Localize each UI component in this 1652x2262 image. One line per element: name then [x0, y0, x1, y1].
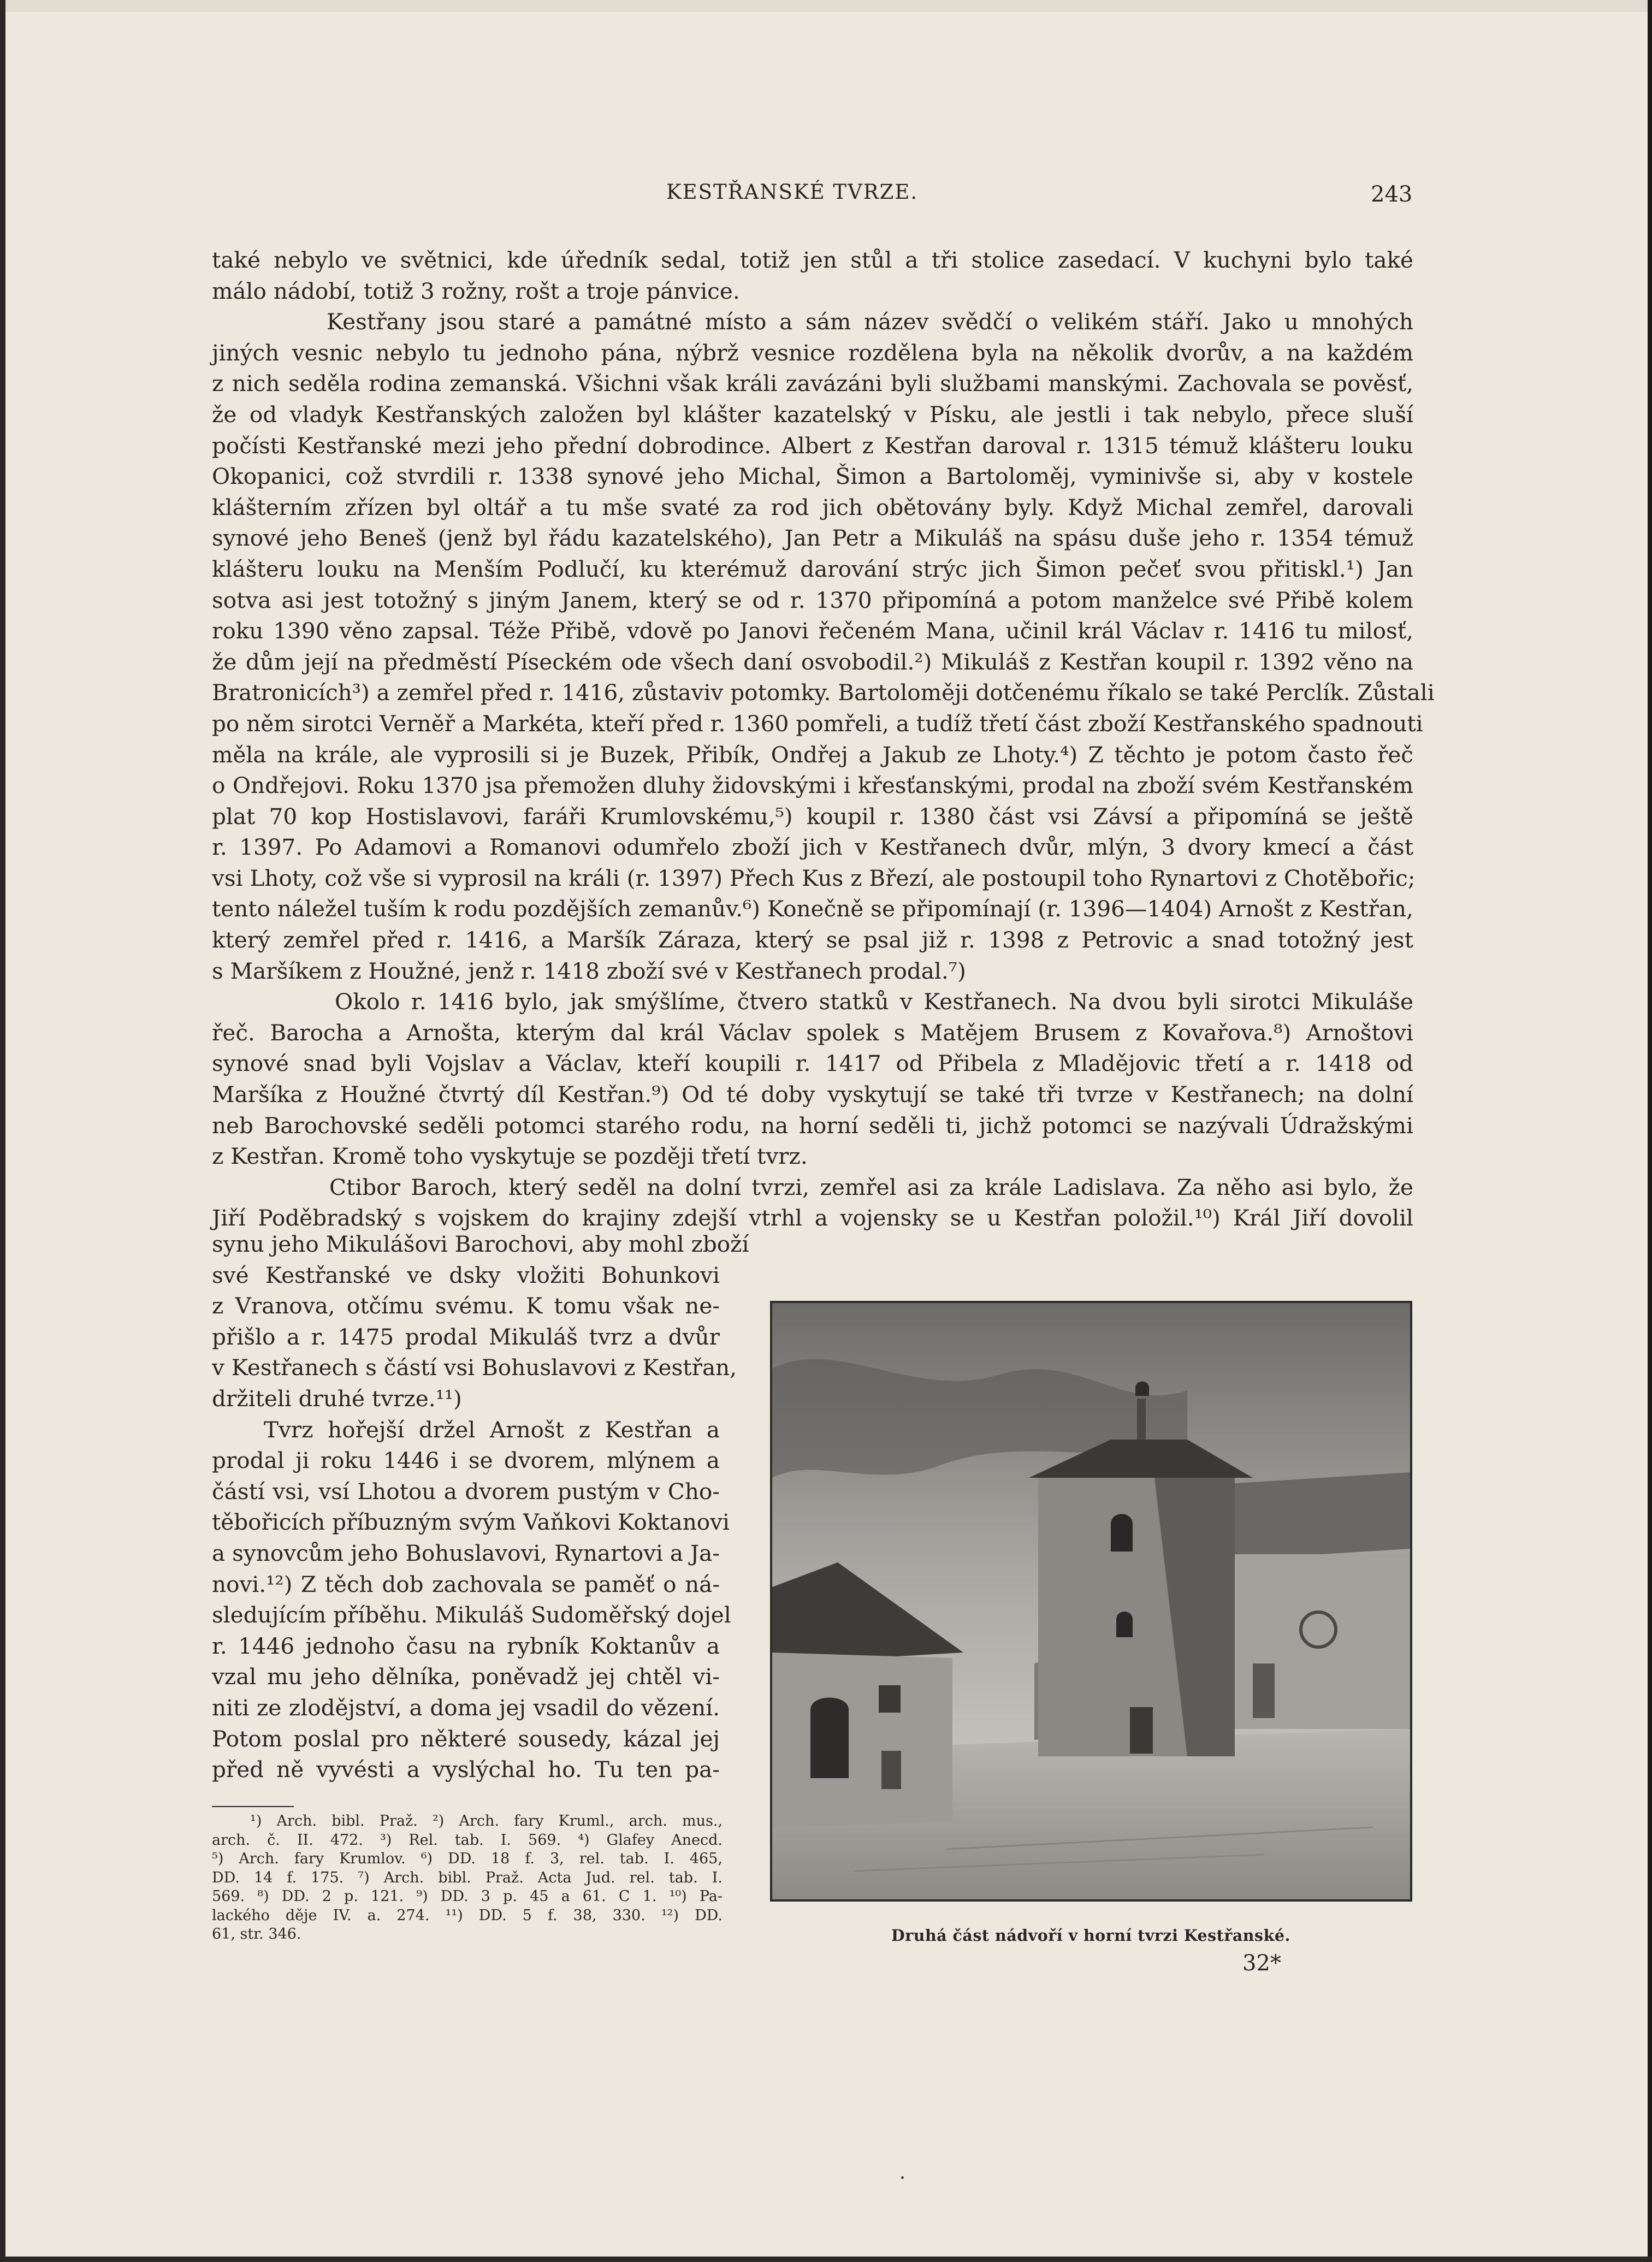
text-line: že od vladyk Kestřanských založen byl klášter kazatelský v Písku, ale jestli i tak nebylo, přece sluší [212, 401, 1413, 428]
text-line: prodal ji roku 1446 i se dvorem, mlýnem a [212, 1447, 720, 1474]
text-line: Jiří Poděbradský s vojskem do krajiny zdejší vtrhl a vojensky se u Kestřan položil.¹⁰) Král Jiří dovolil [212, 1205, 1413, 1231]
text-line: synové snad byli Vojslav a Václav, kteří koupili r. 1417 od Přibela z Mladějovic třetí a r. 1418 od [212, 1050, 1413, 1077]
text-line: málo nádobí, totiž 3 rožny, rošt a troje pánvice. [212, 277, 740, 304]
text-line: také nebylo ve světnici, kde úředník sedal, totiž jen stůl a tři stolice zasedací. V kuchyni bylo také [212, 247, 1413, 273]
text-line: před ně vyvésti a vyslýchal ho. Tu ten pa- [212, 1756, 720, 1783]
text-line: držiteli druhé tvrze.¹¹) [212, 1385, 462, 1412]
left-building-wall [772, 1653, 952, 1827]
courtyard-drawing [772, 1303, 1410, 1899]
stork-nest [1135, 1382, 1149, 1396]
footnotes [212, 1812, 723, 1944]
text-line: novi.¹²) Z těch dob zachovala se paměť o ná- [212, 1571, 720, 1597]
text-line: měla na krále, ale vyprosili si je Buzek, Přibík, Ondřej a Jakub ze Lhoty.⁴) Z těchto je potom často řeč [212, 741, 1413, 768]
footnote-line: ⁵) Arch. fary Krumlov. ⁶) DD. 18 f. 3, rel. tab. I. 465, [212, 1850, 723, 1867]
text-line: Bratronicích³) a zemřel před r. 1416, zůstaviv potomky. Bartoloměji dotčenému říkalo se také Perclík. Zůstali [212, 679, 1435, 706]
text-line: Okolo r. 1416 bylo, jak smýšlíme, čtvero statků v Kestřanech. Na dvou byli sirotci Mikuláše [335, 988, 1413, 1015]
footnote-line: 569. ⁸) DD. 2 p. 121. ⁹) DD. 3 p. 45 a 61. C 1. ¹⁰) Pa- [212, 1888, 723, 1905]
text-line: vsi Lhoty, což vše si vyprosil na králi (r. 1397) Přech Kus z Březí, ale postoupil toho Rynartovi z Chotěbořic; [212, 864, 1416, 891]
text-line: r. 1446 jednoho času na rybník Koktanův a [212, 1632, 720, 1659]
page-number: 243 [1371, 182, 1413, 207]
text-line: těbořicích příbuzným svým Vaňkovi Koktanovi [212, 1509, 730, 1536]
text-line: o Ondřejovi. Roku 1370 jsa přemožen dluhy židovskými i křesťanskými, prodal na zboží svém Kestřanském [212, 772, 1413, 799]
tower-window-lower [1116, 1612, 1133, 1637]
footnote-line: lackého děje IV. a. 274. ¹¹) DD. 5 f. 38, 330. ¹²) DD. [212, 1906, 723, 1924]
text-line: počísti Kestřanské mezi jeho přední dobrodince. Albert z Kestřan daroval r. 1315 témuž klášteru louku [212, 432, 1413, 459]
footnote-rule [212, 1806, 294, 1807]
text-line: synu jeho Mikulášovi Barochovi, aby mohl zboží [212, 1231, 749, 1257]
tower-window-upper [1111, 1514, 1133, 1552]
page-top-edge [0, 0, 1652, 12]
text-line: sledujícím příběhu. Mikuláš Sudoměřský dojel [212, 1602, 731, 1629]
footnote-line: 61, str. 346. [212, 1926, 301, 1943]
signature-mark: 32* [1242, 1951, 1281, 1976]
footnote-line: ¹) Arch. bibl. Praž. ²) Arch. fary Kruml., arch. mus., [250, 1813, 723, 1829]
text-line: Okopanici, což stvrdili r. 1338 synové jeho Michal, Šimon a Bartoloměj, vyminivše si, aby v kostele [212, 463, 1413, 490]
text-line: klášteru louku na Menším Podlučí, ku kterémuž darování strýc jich Šimon pečeť svou přitiskl.¹) Jan [212, 555, 1413, 582]
text-line: přišlo a r. 1475 prodal Mikuláš tvrz a dvůr [212, 1323, 720, 1350]
text-line: který zemřel před r. 1416, a Maršík Záraza, který se psal již r. 1398 z Petrovic a snad totožný jest [212, 927, 1413, 954]
running-title: KESTŘANSKÉ TVRZE. [666, 180, 919, 204]
text-line: roku 1390 věno zapsal. Téže Přibě, vdově po Janovi řečeném Mana, učinil král Václav r. 1416 tu milosť, [212, 618, 1413, 644]
text-line: po něm sirotci Verněř a Markéta, kteří před r. 1360 pomřeli, a tudíž třetí část zboží Kestřanského spadnouti [212, 710, 1423, 737]
tower-door [1130, 1707, 1153, 1754]
scan-right-edge [1648, 0, 1652, 2262]
text-line: Maršíka z Houžné čtvrtý díl Kestřan.⁹) Od té doby vyskytují se také tři tvrze v Kestřanech; na dolní [212, 1081, 1413, 1108]
chimney [1137, 1399, 1146, 1440]
text-line: Potom poslal pro některé sousedy, kázal jej [212, 1725, 720, 1752]
text-line: vzal mu jeho dělníka, poněvadž jej chtěl vi- [212, 1663, 720, 1690]
text-line: z nich seděla rodina zemanská. Všichni však králi zavázáni byli službami manskými. Zachovala se pověsť, [212, 370, 1413, 397]
text-line: Tvrz hořejší držel Arnošt z Kestřan a [264, 1416, 720, 1443]
text-line: klášterním zřízen byl oltář a tu mše svaté za rod jich obětovány byly. Když Michal zemřel, darovali [212, 494, 1413, 520]
text-line: řeč. Barocha a Arnošta, kterým dal král Václav spolek s Matějem Brusem z Kovařova.⁸) Arnoštovi [212, 1019, 1413, 1046]
text-line: z Vranova, otčímu svému. K tomu však ne- [212, 1293, 720, 1319]
footnote-line: arch. č. II. 472. ³) Rel. tab. I. 569. ⁴) Glafey Anecd. [212, 1831, 723, 1849]
left-arched-doorway [810, 1698, 849, 1779]
footnote-line: DD. 14 f. 175. ⁷) Arch. bibl. Praž. Acta Jud. rel. tab. I. [212, 1869, 723, 1886]
main-text-block [212, 245, 1435, 1234]
text-line: s Maršíkem z Houžné, jenž r. 1418 zboží své v Kestřanech prodal.⁷) [212, 957, 966, 984]
left-column-text [212, 1229, 749, 1785]
text-line: a synovcům jeho Bohuslavovi, Rynartovi a Ja- [212, 1539, 720, 1566]
scan-speck [901, 2176, 904, 2179]
text-line: z Kestřan. Kromě toho vyskytuje se později třetí tvrz. [212, 1143, 808, 1170]
figure-caption: Druhá část nádvoří v horní tvrzi Kestřanské. [891, 1926, 1290, 1945]
text-line: niti ze zlodějství, a doma jej vsadil do vězení. [212, 1694, 720, 1721]
text-line: částí vsi, vsí Lhotou a dvorem pustým v Cho- [212, 1478, 720, 1505]
right-roof [1235, 1472, 1410, 1560]
text-line: své Kestřanské ve dsky vložiti Bohunkovi [212, 1262, 720, 1288]
text-line: v Kestřanech s částí vsi Bohuslavovi z Kestřan, [212, 1354, 737, 1381]
text-line: plat 70 kop Hostislavovi, faráři Krumlovskému,⁵) koupil r. 1380 část vsi Závsí a připomíná se ještě [212, 803, 1413, 830]
text-line: Kestřany jsou staré a památné místo a sám název svědčí o velikém stáří. Jako u mnohých [327, 309, 1413, 335]
text-line: synové jeho Beneš (jenž byl řádu kazatelského), Jan Petr a Mikuláš na spásu duše jeho r. 1354 témuž [212, 525, 1413, 552]
text-line: sotva asi jest totožný s jiným Janem, který se od r. 1370 připomíná a potom manželce své Přibě kolem [212, 587, 1413, 613]
text-line: r. 1397. Po Adamovi a Romanovi odumřelo zboží jich v Kestřanech dvůr, mlýn, 3 dvory kmecí a část [212, 834, 1413, 861]
text-line: tento náležel tuším k rodu pozdějších zemanův.⁶) Konečně se připomínají (r. 1396—1404) Arnošt z Kestřan, [212, 896, 1413, 922]
text-line: že dům její na předměstí Píseckém ode všech daní osvobodil.²) Mikuláš z Kestřan koupil r. 1392 věno na [212, 648, 1413, 675]
scan-left-edge [0, 0, 5, 2262]
courtyard-illustration [770, 1301, 1412, 1902]
text-line: Ctibor Baroch, který seděl na dolní tvrzi, zemřel asi za krále Ladislava. Za něho asi bylo, že [329, 1174, 1413, 1200]
scan-bottom-edge [0, 2257, 1652, 2262]
text-line: jiných vesnic nebylo tu jednoho pána, nýbrž vesnice rozdělena byla na několik dvorův, a na každém [212, 339, 1413, 366]
text-line: neb Barochovské seděli potomci starého rodu, na horní seděli ti, jichž potomci se nazývali Údražskými [212, 1112, 1413, 1139]
